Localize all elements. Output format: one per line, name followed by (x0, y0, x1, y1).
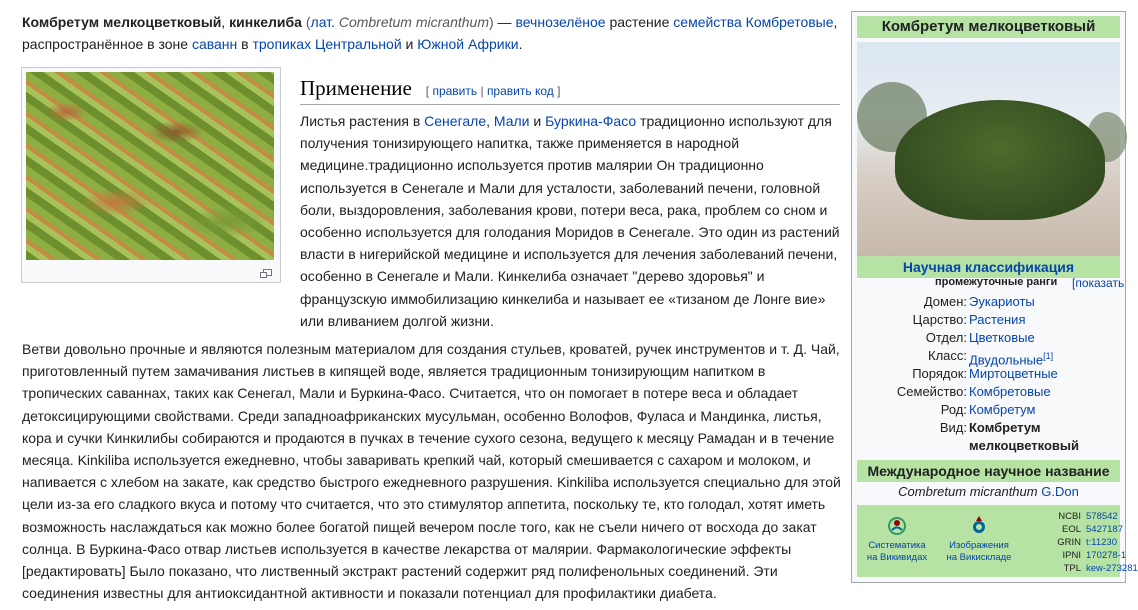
taxon-key: Вид: (939, 420, 967, 435)
binomial-text: Combretum micranthum (898, 484, 1038, 499)
intermediate-ranks-label: промежуточные ранги (935, 276, 1058, 288)
taxon-value-link[interactable]: Миртоцветные (969, 366, 1058, 381)
infobox-title: Комбретум мелкоцветковый (857, 16, 1120, 38)
intro-paragraph (22, 11, 842, 55)
infobox-footer (857, 505, 1138, 577)
edit-link[interactable]: править (432, 84, 478, 98)
plant-photo[interactable] (857, 42, 1120, 256)
link-south-africa[interactable]: Южной Африки (417, 36, 519, 52)
author-link[interactable]: G.Don (1041, 484, 1079, 499)
footnote-ref[interactable]: [1] (1043, 351, 1054, 361)
intro-text-and: и (405, 36, 414, 52)
link-mali[interactable]: Мали (493, 113, 530, 129)
link-burkina[interactable]: Буркина-Фасо (545, 113, 637, 129)
taxon-key: Царство: (912, 312, 967, 327)
id-row (1047, 549, 1138, 562)
intro-text-plant: растение (609, 14, 670, 30)
taxon-value-link[interactable]: Растения (969, 312, 1026, 327)
intro-comma: , (221, 14, 226, 30)
edit-code-link[interactable]: править код (486, 84, 554, 98)
usage-paragraph-2: Ветви довольно прочные и являются полезным материалом для создания стульев, кроватей, ручек инструментов и т. Д. Чай, приготовленный путем замачивания листьев в кипящей воде, является традиционным тонизирующим напитком в тропических саваннах, таких как Сенегал, Мали и Буркина-Фасо. Считается, что он помогает в потере веса и обладает детоксицирующими свойствами. Среди западноафриканских мусульман, особенно Волофов, Фуласа и Мандинка, листья, кора и сучки Кинкилибы собираются и продаются в пучках в течение сухого сезона, ведущего к месяцу Рамадан и в течение месяца. Kinkiliba используется ежедневно, чтобы заваривать крепкий чай, который смешивается с сахаром и молоком, и напивается с хлебом на закате, как средство быстрого ежедневного разрушения. Kinkiliba используется специально для этой цели из-за его сладкого вкуса и потому что считается, что это стимулятор аппетита, поскольку те, кто голодал, хотят иметь возможность наслаждаться как можно более богатой пищей вечером после того, как не съели ничего от восхода до закат солнца. В Буркина-Фасо отвар листьев используется в качестве лекарства от малярии. Фармакологические эффекты [редактировать] Было показано, что лиственный экстракт растений содержит ряд полифенольных соединений. Эти соединения известны для антиоксидантной активности и показали потенциал для профилактики диабета. (22, 341, 841, 602)
taxon-key: Отдел: (925, 330, 967, 345)
edit-bracket-close: ] (557, 84, 561, 98)
id-key: TPL (1063, 563, 1081, 574)
section-edit-links (426, 84, 561, 98)
commons-line1[interactable]: Изображения (949, 540, 1009, 551)
wikispecies-line1[interactable]: Систематика (868, 540, 926, 551)
latin-close: ) (488, 14, 494, 30)
id-row (1047, 536, 1138, 549)
link-family[interactable]: семейства Комбретовые (673, 14, 834, 30)
edit-bracket-open: [ (425, 84, 430, 98)
link-evergreen[interactable]: вечнозелёное (515, 14, 606, 30)
taxon-value-cont: мелкоцветковый (969, 438, 1079, 453)
id-row (1047, 523, 1138, 536)
usage-paragraph-1 (22, 110, 842, 332)
intro-text-in: в (241, 36, 249, 52)
link-senegal[interactable]: Сенегале (424, 113, 487, 129)
id-key: IPNI (1062, 550, 1081, 561)
intro-dash: — (497, 14, 512, 30)
commons-link[interactable] (939, 515, 1019, 564)
taxon-value-link[interactable]: Цветковые (969, 330, 1035, 345)
identifier-list (1047, 510, 1138, 575)
intl-name-header: Международное научное название (857, 460, 1120, 482)
taxon-key: Порядок: (912, 366, 967, 381)
id-key: EOL (1061, 524, 1081, 535)
taxon-value-link[interactable]: Комбретовые (969, 384, 1051, 399)
id-key: NCBI (1058, 511, 1081, 522)
id-key: GRIN (1057, 537, 1081, 548)
id-value-link[interactable]: 578542 (1086, 511, 1118, 522)
latin-name: Combretum micranthum (338, 14, 489, 30)
intro-bold-name: Комбретум мелкоцветковый (22, 14, 222, 30)
id-value-link[interactable]: 5427187 (1086, 524, 1123, 535)
intro-comma-2: , (833, 14, 838, 30)
wikispecies-link[interactable] (857, 515, 937, 564)
intro-bold-alt: кинкелиба (229, 14, 302, 30)
latin-prefix-link[interactable]: лат. (310, 14, 335, 30)
id-value-link[interactable]: t:11230 (1086, 537, 1117, 548)
section-header (300, 76, 840, 105)
taxon-key: Род: (940, 402, 967, 417)
sci-class-header[interactable] (857, 256, 1120, 278)
id-row (1047, 562, 1138, 575)
taxobox (851, 11, 1138, 583)
wikispecies-icon (886, 515, 908, 537)
section-title: Применение (300, 76, 412, 100)
para1-text-4: традиционно используют для получения тонизирующего напитка, также применяется в народной медицине.традиционно используется против малярии Он традиционно используется в Сенегале и Мали для усталости, заболеваний печени, головной боли, выздоровления, заболевания крови, потери веса, рака, проблем со сном и особенно используется для голодания Моридов в Сенегале. Это один из растений власти в нигерийской медицине и используется для лечения заболеваний печени, особенно в Сенегале и Мали. Кинкелиба означает "дерево здоровья" и французскую иммобилизацию кинкелиба и называет ее «тизаном де Лонге вие» или вливанием долгой жизни. (300, 113, 840, 329)
para1-text-3: и (533, 113, 542, 129)
commons-icon (968, 515, 990, 537)
id-row (1047, 510, 1138, 523)
taxon-value: Комбретум (969, 420, 1041, 435)
intro-text-spread: распространённое в зоне (22, 36, 189, 52)
taxon-value-link[interactable]: Двудольные (969, 352, 1044, 368)
para1-text-1: Листья растения в (300, 113, 421, 129)
taxon-value-link[interactable]: Эукариоты (969, 294, 1035, 309)
taxon-value-link[interactable]: Комбретум (969, 402, 1036, 417)
taxon-key: Домен: (923, 294, 967, 309)
id-value-link[interactable]: kew-273281 (1086, 563, 1138, 574)
commons-line2[interactable]: на Викискладе (946, 552, 1012, 563)
edit-separator: | (480, 84, 484, 98)
taxon-key: Класс: (928, 348, 967, 363)
link-savanna[interactable]: саванн (191, 36, 238, 52)
intro-period: . (518, 36, 523, 52)
sci-class-link[interactable]: Научная классификация (902, 259, 1075, 275)
latin-open: ( (305, 14, 311, 30)
link-tropics[interactable]: тропиках Центральной (252, 36, 402, 52)
show-ranks-link[interactable]: [показать (1072, 276, 1125, 290)
taxon-key: Семейство: (896, 384, 967, 399)
para1-text-2: , (486, 113, 491, 129)
binomial-name (857, 484, 1120, 499)
id-value-link[interactable]: 170278-1 (1086, 550, 1127, 561)
wikispecies-line2[interactable]: на Викивидах (866, 552, 928, 563)
